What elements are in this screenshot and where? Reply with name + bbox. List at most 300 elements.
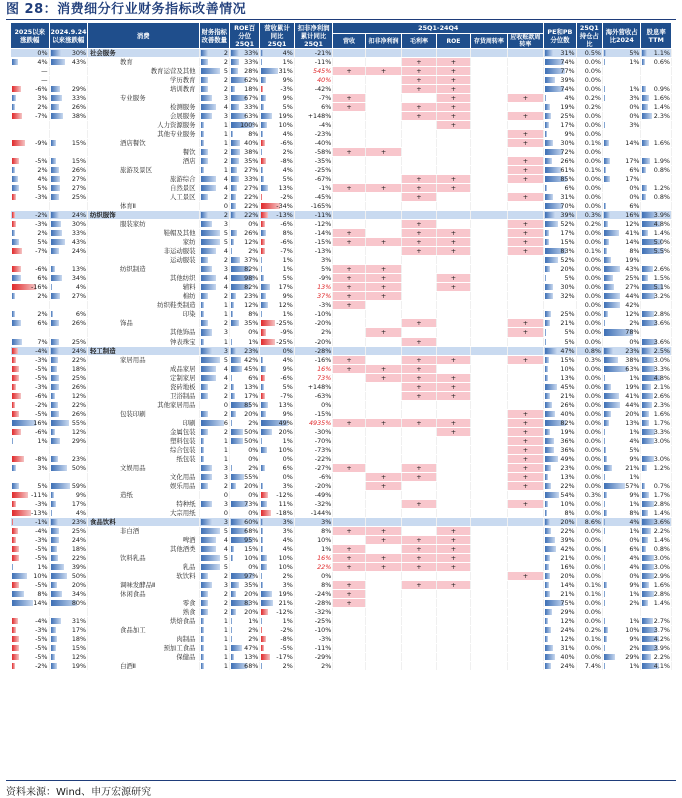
qoq-flag: + — [365, 535, 401, 544]
improve-count-value: 2 — [223, 607, 228, 616]
improve-count — [199, 247, 229, 256]
ytd-change-value: -3% — [35, 355, 48, 364]
improve-count-value: 2 — [223, 427, 228, 436]
dividend-yield-bar — [642, 537, 648, 543]
pe-pb-percentile — [544, 373, 576, 382]
revenue-yoy-bar — [261, 158, 265, 164]
table-row — [11, 193, 672, 202]
improve-count — [199, 337, 229, 346]
qoq-flag — [402, 644, 436, 653]
overseas-share — [602, 301, 641, 310]
improve-count-value: 3 — [223, 328, 228, 337]
table-row — [11, 319, 672, 328]
qoq-flag — [436, 157, 470, 166]
holding-share: 0.0% — [576, 328, 602, 337]
since-924-change-bar — [51, 663, 57, 669]
improve-count-value: 5 — [223, 553, 228, 562]
improve-count-bar — [201, 600, 209, 606]
pe-pb-percentile-value: 39% — [560, 76, 575, 85]
pe-pb-percentile-bar — [545, 510, 547, 516]
revenue-yoy — [260, 220, 294, 229]
pe-pb-percentile-bar — [545, 194, 553, 200]
ytd-change-value: 8% — [37, 589, 48, 598]
ytd-change-bar — [12, 438, 14, 444]
improve-count-value: 2 — [223, 598, 228, 607]
ytd-change-value: 2% — [37, 229, 48, 238]
sector-name: 瓷砖地板 — [88, 382, 200, 391]
roe-percentile-value: 47% — [244, 644, 259, 653]
ytd-change — [11, 598, 50, 607]
table-row — [11, 103, 672, 112]
improve-count — [199, 238, 229, 247]
improve-count-bar — [201, 654, 205, 660]
overseas-share-value: 23% — [625, 346, 640, 355]
overseas-share-value: 3% — [629, 94, 640, 103]
qoq-flag — [471, 598, 507, 607]
qoq-flag — [333, 58, 365, 67]
qoq-flag — [365, 166, 401, 175]
since-924-change — [49, 184, 88, 193]
netprofit-yoy: -15% — [294, 409, 333, 418]
improve-count-bar — [201, 167, 205, 173]
qoq-flag — [436, 635, 470, 644]
dividend-yield-value: 3.3% — [653, 427, 670, 436]
improve-count-value: 2 — [223, 148, 228, 157]
revenue-yoy-bar — [261, 384, 264, 390]
qoq-flag — [333, 454, 365, 463]
roe-percentile — [229, 346, 259, 355]
revenue-yoy-value: -7% — [280, 391, 293, 400]
sector-name: 酒店餐饮 — [88, 139, 200, 148]
dividend-yield — [641, 580, 672, 589]
pe-pb-percentile — [544, 589, 576, 598]
revenue-yoy — [260, 445, 294, 454]
improve-count-value: 0 — [223, 490, 228, 499]
dividend-yield-bar — [642, 438, 654, 444]
improve-count-bar — [201, 140, 205, 146]
sector-name: 文娱用品 — [88, 463, 200, 472]
qoq-flag: + — [436, 103, 470, 112]
ytd-change-bar — [12, 293, 15, 299]
netprofit-yoy: -14% — [294, 229, 333, 238]
roe-percentile — [229, 157, 259, 166]
improve-count-value: 3 — [223, 463, 228, 472]
overseas-share-bar — [604, 348, 613, 354]
since-924-change — [49, 346, 88, 355]
ytd-change — [11, 526, 50, 535]
netprofit-yoy: -32% — [294, 607, 333, 616]
qoq-flag: + — [402, 247, 436, 256]
overseas-share-bar — [604, 420, 609, 426]
overseas-share-bar — [604, 284, 614, 290]
since-924-change-bar — [51, 239, 65, 245]
roe-percentile-value: 100% — [240, 121, 259, 130]
since-924-change-value: 26% — [71, 382, 87, 391]
improve-count-bar — [201, 528, 221, 534]
ytd-change-bar — [12, 654, 20, 660]
qoq-flag — [471, 112, 507, 121]
improve-count-bar — [201, 465, 213, 471]
netprofit-yoy: -23% — [294, 130, 333, 139]
revenue-yoy — [260, 112, 294, 121]
improve-count — [199, 472, 229, 481]
roe-percentile-value: 20% — [244, 607, 259, 616]
since-924-change-bar — [51, 519, 59, 525]
ytd-change-bar — [12, 167, 15, 173]
since-924-change-value: 25% — [71, 373, 87, 382]
revenue-yoy-bar — [261, 320, 274, 326]
holding-share: 0.1% — [576, 580, 602, 589]
pe-pb-percentile-bar — [545, 492, 559, 498]
ytd-change-bar — [12, 411, 20, 417]
roe-percentile-bar — [231, 609, 236, 615]
ytd-change-value: -5% — [35, 653, 48, 662]
dividend-yield — [641, 238, 672, 247]
pe-pb-percentile — [544, 94, 576, 103]
revenue-yoy-value: 9% — [282, 94, 293, 103]
improve-count-bar — [201, 618, 205, 624]
roe-percentile — [229, 220, 259, 229]
overseas-share-value: 17% — [625, 175, 640, 184]
revenue-yoy-value: 1% — [282, 265, 293, 274]
holding-share: 0.0% — [576, 436, 602, 445]
qoq-flag: + — [333, 148, 365, 157]
revenue-yoy-bar — [261, 149, 262, 155]
qoq-flag: + — [507, 409, 544, 418]
overseas-share-value: 43% — [625, 265, 640, 274]
revenue-yoy-bar — [261, 636, 265, 642]
qoq-flag — [471, 508, 507, 517]
pe-pb-percentile-value: 5% — [564, 328, 575, 337]
since-924-change-value: 26% — [71, 319, 87, 328]
pe-pb-percentile-value: 74% — [560, 85, 575, 94]
dividend-yield-bar — [642, 582, 648, 588]
dividend-yield-bar — [642, 311, 653, 317]
header-dividend: 股息率TTM — [641, 23, 672, 49]
roe-percentile-bar — [231, 104, 239, 110]
ytd-change — [11, 247, 50, 256]
qoq-flag — [436, 319, 470, 328]
since-924-change-bar — [51, 582, 58, 588]
overseas-share-bar — [604, 266, 620, 272]
revenue-yoy-value: -12% — [276, 607, 293, 616]
improve-count-bar — [201, 663, 205, 669]
revenue-yoy-value: 49% — [278, 418, 293, 427]
qoq-flag — [365, 157, 401, 166]
qoq-flag: + — [333, 94, 365, 103]
roe-percentile-value: 1% — [248, 337, 259, 346]
since-924-change-bar — [51, 185, 60, 191]
roe-percentile — [229, 355, 259, 364]
qoq-flag — [436, 644, 470, 653]
qoq-flag — [333, 85, 365, 94]
revenue-yoy-bar — [261, 483, 263, 489]
netprofit-yoy: -144% — [294, 508, 333, 517]
overseas-share — [602, 490, 641, 499]
qoq-flag: + — [507, 94, 544, 103]
holding-share: 0.0% — [576, 85, 602, 94]
qoq-flag: + — [507, 247, 544, 256]
ytd-change — [11, 635, 50, 644]
holding-share: 0.0% — [576, 130, 602, 139]
pe-pb-percentile-value: 9% — [564, 130, 575, 139]
ytd-change-value: -5% — [35, 644, 48, 653]
overseas-share-bar — [604, 465, 612, 471]
since-924-change — [49, 662, 88, 671]
revenue-yoy-value: 19% — [278, 589, 293, 598]
improve-count — [199, 490, 229, 499]
roe-percentile — [229, 283, 259, 292]
qoq-flag — [471, 499, 507, 508]
ytd-change-value: 14% — [33, 598, 48, 607]
overseas-share-bar — [604, 582, 607, 588]
improve-count-value: 1 — [223, 436, 228, 445]
revenue-yoy-bar — [261, 402, 268, 408]
revenue-yoy-value: 9% — [282, 292, 293, 301]
pe-pb-percentile — [544, 58, 576, 67]
overseas-share-value: 1% — [629, 427, 640, 436]
improve-count — [199, 607, 229, 616]
qoq-flag — [471, 571, 507, 580]
table-row — [11, 364, 672, 373]
since-924-change-bar — [51, 537, 59, 543]
qoq-flag — [471, 626, 507, 635]
table-row — [11, 229, 672, 238]
dividend-yield-value: 1.4% — [653, 229, 670, 238]
pe-pb-percentile — [544, 499, 576, 508]
qoq-flag: + — [436, 544, 470, 553]
netprofit-yoy: 2% — [294, 662, 333, 671]
qoq-flag — [333, 247, 365, 256]
ytd-change-value: — — [41, 67, 48, 76]
improve-count-bar — [201, 275, 217, 281]
qoq-flag: + — [402, 553, 436, 562]
table-row — [11, 49, 672, 58]
ytd-change-bar — [12, 348, 18, 354]
roe-percentile — [229, 616, 259, 625]
dividend-yield-value: 2.6% — [653, 265, 670, 274]
pe-pb-percentile — [544, 211, 576, 220]
holding-share: 0.0% — [576, 274, 602, 283]
dividend-yield — [641, 121, 672, 130]
revenue-yoy — [260, 166, 294, 175]
netprofit-yoy: -35% — [294, 157, 333, 166]
since-924-change-bar — [51, 411, 60, 417]
roe-percentile-bar — [231, 176, 239, 182]
revenue-yoy-value: 4% — [282, 544, 293, 553]
roe-percentile-value: 83% — [244, 598, 259, 607]
qoq-flag: + — [507, 112, 544, 121]
since-924-change-value: 18% — [71, 364, 87, 373]
roe-percentile-value: 0% — [248, 454, 259, 463]
pe-pb-percentile-bar — [545, 537, 555, 543]
qoq-flag: + — [402, 184, 436, 193]
revenue-yoy-value: 3% — [282, 481, 293, 490]
since-924-change — [49, 535, 88, 544]
revenue-yoy-value: -13% — [276, 211, 293, 220]
roe-percentile — [229, 373, 259, 382]
sector-name: 教育 — [88, 58, 200, 67]
pe-pb-percentile — [544, 130, 576, 139]
holding-share: 0.0% — [576, 310, 602, 319]
pe-pb-percentile-value: 23% — [560, 463, 575, 472]
dividend-yield-bar — [642, 555, 654, 561]
overseas-share-value: 4% — [629, 553, 640, 562]
qoq-flag — [402, 445, 436, 454]
since-924-change-value: 33% — [71, 229, 87, 238]
pe-pb-percentile-bar — [545, 122, 549, 128]
overseas-share-bar — [604, 140, 609, 146]
since-924-change-value: 20% — [71, 580, 87, 589]
pe-pb-percentile-bar — [545, 411, 555, 417]
holding-share: 0.0% — [576, 157, 602, 166]
revenue-yoy — [260, 580, 294, 589]
holding-share: 7.4% — [576, 662, 602, 671]
roe-percentile — [229, 328, 259, 337]
table-row — [11, 427, 672, 436]
revenue-yoy — [260, 544, 294, 553]
qoq-flag: + — [402, 103, 436, 112]
holding-share: 0.0% — [576, 400, 602, 409]
qoq-flag — [471, 662, 507, 671]
improve-count-bar — [201, 348, 213, 354]
dividend-yield — [641, 607, 672, 616]
improve-count-value: 0 — [223, 202, 228, 211]
pe-pb-percentile-value: 25% — [560, 112, 575, 121]
revenue-yoy — [260, 103, 294, 112]
improve-count-bar — [201, 293, 209, 299]
ytd-change-bar — [12, 59, 18, 65]
pe-pb-percentile-value: 47% — [560, 346, 575, 355]
roe-percentile-bar — [231, 582, 239, 588]
qoq-flag: + — [436, 112, 470, 121]
holding-share: 0.0% — [576, 301, 602, 310]
qoq-flag: + — [436, 247, 470, 256]
roe-percentile-value: 0% — [248, 220, 259, 229]
overseas-share — [602, 121, 641, 130]
sector-name: 自然景区 — [88, 184, 200, 193]
overseas-share-value: 2% — [629, 598, 640, 607]
since-924-change-value: 55% — [71, 418, 87, 427]
qoq-flag: + — [436, 184, 470, 193]
revenue-yoy-value: 4% — [282, 166, 293, 175]
roe-percentile — [229, 644, 259, 653]
since-924-change-value: 15% — [71, 644, 87, 653]
qoq-flag — [436, 364, 470, 373]
roe-percentile — [229, 148, 259, 157]
pe-pb-percentile — [544, 391, 576, 400]
overseas-share-value: 38% — [625, 355, 640, 364]
qoq-flag — [365, 247, 401, 256]
dividend-yield — [641, 418, 672, 427]
qoq-flag — [402, 256, 436, 265]
roe-percentile — [229, 662, 259, 671]
holding-share: 0.0% — [576, 526, 602, 535]
holding-share: 0.0% — [576, 571, 602, 580]
qoq-flag — [507, 103, 544, 112]
sector-name: 休闲食品 — [88, 589, 200, 598]
qoq-flag — [471, 544, 507, 553]
roe-percentile-value: 2% — [248, 635, 259, 644]
improve-count — [199, 355, 229, 364]
holding-share: 0.0% — [576, 283, 602, 292]
dividend-yield-bar — [642, 510, 648, 516]
improve-count-value: 5 — [223, 562, 228, 571]
qoq-flag: + — [365, 553, 401, 562]
revenue-yoy — [260, 229, 294, 238]
overseas-share — [602, 184, 641, 193]
ytd-change — [11, 175, 50, 184]
revenue-yoy-value: -7% — [280, 247, 293, 256]
qoq-flag: + — [436, 355, 470, 364]
qoq-flag — [365, 301, 401, 310]
ytd-change — [11, 580, 50, 589]
qoq-flag: + — [507, 499, 544, 508]
dividend-yield — [641, 436, 672, 445]
revenue-yoy-value: -25% — [276, 319, 293, 328]
qoq-flag — [333, 121, 365, 130]
holding-share: 0.0% — [576, 472, 602, 481]
holding-share: 0.0% — [576, 427, 602, 436]
qoq-flag — [402, 409, 436, 418]
roe-percentile-value: 10% — [244, 553, 259, 562]
table-row — [11, 508, 672, 517]
pe-pb-percentile-value: 19% — [560, 103, 575, 112]
qoq-flag — [333, 49, 365, 58]
since-924-change-bar — [51, 492, 54, 498]
since-924-change — [49, 175, 88, 184]
overseas-share-bar — [604, 492, 607, 498]
holding-share: 0.0% — [576, 337, 602, 346]
table-row — [11, 400, 672, 409]
revenue-yoy-value: 8% — [282, 229, 293, 238]
improve-count-value: 1 — [223, 301, 228, 310]
table-row — [11, 139, 672, 148]
sector-name: 饰品 — [88, 319, 200, 328]
improve-count-bar — [201, 438, 205, 444]
holding-share: 0.0% — [576, 454, 602, 463]
improve-count-bar — [201, 501, 213, 507]
roe-percentile-value: 27% — [244, 166, 259, 175]
since-924-change-bar — [51, 158, 56, 164]
qoq-flag: + — [333, 67, 365, 76]
overseas-share — [602, 58, 641, 67]
dividend-yield-bar — [642, 104, 648, 110]
netprofit-yoy: -11% — [294, 644, 333, 653]
overseas-share — [602, 427, 641, 436]
pe-pb-percentile — [544, 85, 576, 94]
overseas-share — [602, 400, 641, 409]
since-924-change-value: 27% — [71, 175, 87, 184]
sector-name: 其他家居用品 — [88, 400, 200, 409]
roe-percentile-value: 67% — [244, 94, 259, 103]
qoq-flag — [507, 265, 544, 274]
improve-count — [199, 626, 229, 635]
overseas-share-bar — [604, 257, 611, 263]
improve-count-value: 3 — [223, 499, 228, 508]
roe-percentile-value: 20% — [244, 409, 259, 418]
roe-percentile-value: 2% — [248, 626, 259, 634]
table-row — [11, 355, 672, 364]
overseas-share-value: 57% — [625, 481, 640, 490]
qoq-flag — [333, 139, 365, 148]
since-924-change-value: 26% — [71, 409, 87, 418]
overseas-share-value: 41% — [625, 391, 640, 400]
dividend-yield-bar — [642, 95, 648, 101]
pe-pb-percentile-bar — [545, 501, 548, 507]
pe-pb-percentile-value: 22% — [560, 526, 575, 535]
improve-count-bar — [201, 564, 221, 570]
